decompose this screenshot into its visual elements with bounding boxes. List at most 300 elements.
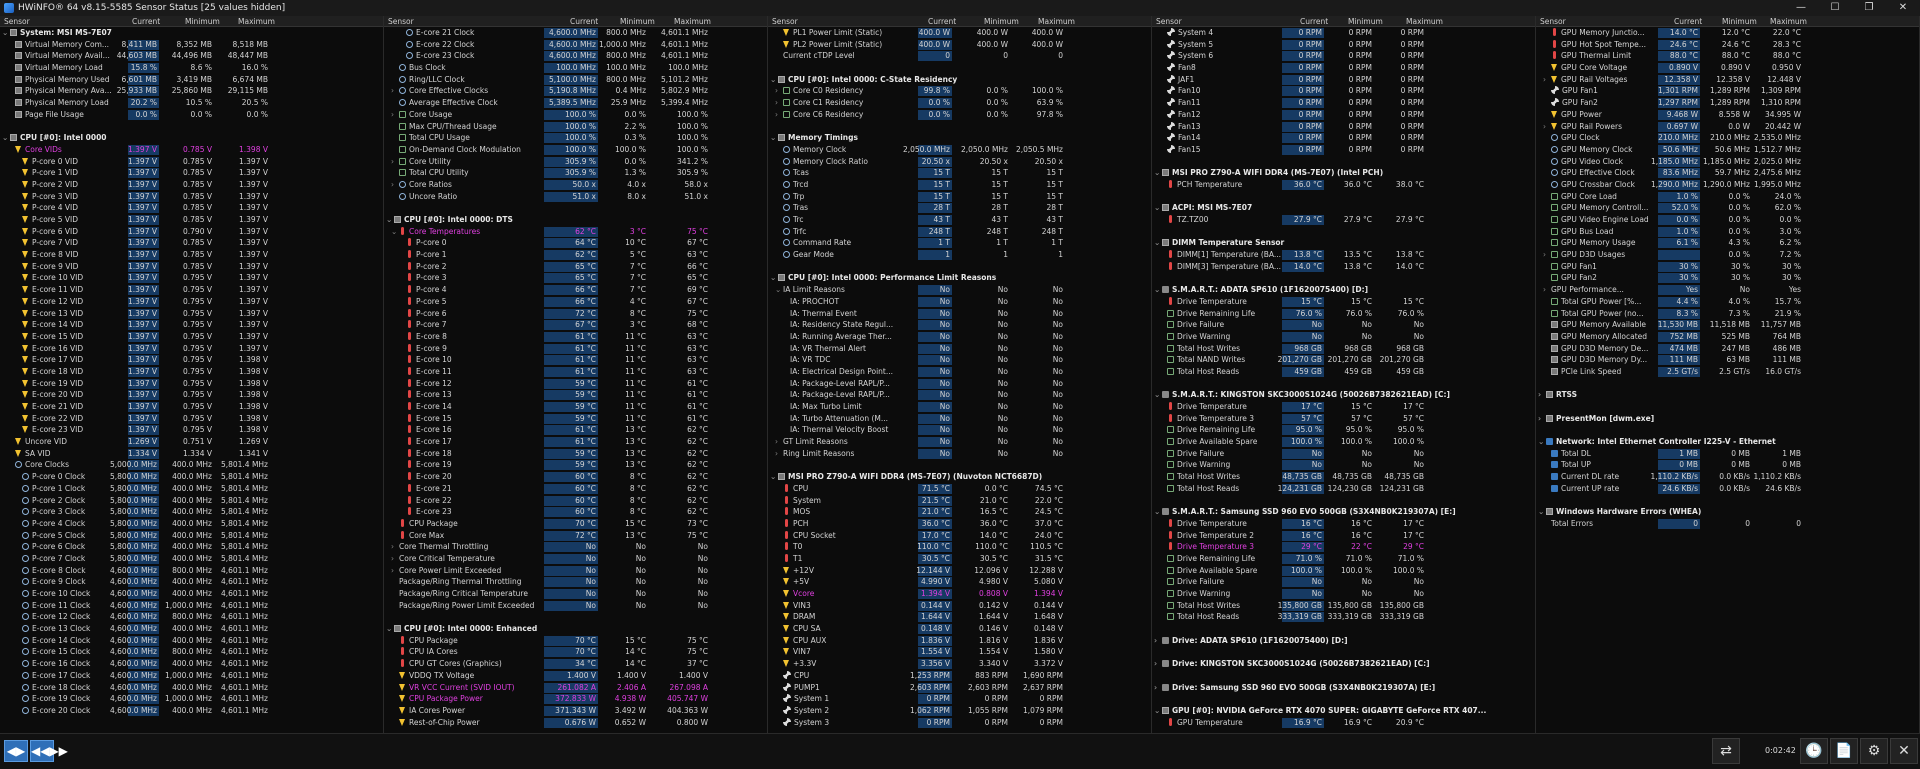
sensor-row[interactable]	[0, 284, 383, 296]
sensor-row[interactable]	[768, 156, 1151, 168]
sensor-row[interactable]	[1536, 261, 1919, 273]
sensor-group-header[interactable]	[384, 214, 767, 226]
chevron-right-icon[interactable]: ›	[391, 156, 394, 166]
sensor-row[interactable]	[0, 424, 383, 436]
sensor-row[interactable]	[768, 576, 1151, 588]
log-file-icon[interactable]: 📄	[1830, 738, 1858, 764]
sensor-row[interactable]	[1536, 226, 1919, 238]
close-button[interactable]: ✕	[1898, 2, 1908, 13]
sensor-row[interactable]	[768, 308, 1151, 320]
sensor-row[interactable]	[1152, 261, 1535, 273]
sensor-row[interactable]	[1152, 576, 1535, 588]
sensor-row[interactable]	[384, 85, 767, 97]
sensor-row[interactable]	[384, 121, 767, 133]
sensor-row[interactable]	[0, 588, 383, 600]
sensor-row[interactable]	[384, 401, 767, 413]
sensor-row[interactable]	[384, 518, 767, 530]
sensor-row[interactable]	[1152, 50, 1535, 62]
header-current[interactable]: Current	[928, 17, 957, 26]
chevron-down-icon[interactable]: ⌄	[1538, 437, 1545, 447]
sensor-row[interactable]	[0, 646, 383, 658]
sensor-row[interactable]	[768, 296, 1151, 308]
sensor-row[interactable]	[1152, 459, 1535, 471]
sensor-row[interactable]	[0, 366, 383, 378]
sensor-row[interactable]	[1536, 272, 1919, 284]
minimize-button[interactable]: —	[1796, 2, 1806, 13]
sensor-row[interactable]	[768, 600, 1151, 612]
sensor-group-header[interactable]	[1152, 635, 1535, 647]
chevron-down-icon[interactable]: ⌄	[770, 133, 777, 143]
sensor-row[interactable]	[384, 705, 767, 717]
header-maximum[interactable]: Maximum	[1038, 17, 1075, 26]
chevron-right-icon[interactable]: ›	[775, 86, 778, 96]
sensor-row[interactable]	[1536, 202, 1919, 214]
sensor-row[interactable]	[1152, 448, 1535, 460]
sensor-row[interactable]	[768, 343, 1151, 355]
sensor-row[interactable]	[768, 378, 1151, 390]
chevron-down-icon[interactable]: ⌄	[386, 624, 393, 634]
sensor-row[interactable]	[0, 214, 383, 226]
sensor-group-header[interactable]	[1536, 389, 1919, 401]
chevron-down-icon[interactable]: ⌄	[386, 215, 393, 224]
sensor-row[interactable]	[0, 202, 383, 214]
sensor-group-header[interactable]	[1152, 167, 1535, 179]
header-sensor[interactable]: Sensor	[1540, 17, 1566, 26]
sensor-panel-3[interactable]	[768, 16, 1152, 733]
sensor-row[interactable]	[0, 389, 383, 401]
chevron-down-icon[interactable]: ⌄	[770, 74, 777, 84]
sensor-row[interactable]	[384, 717, 767, 729]
sensor-row[interactable]	[0, 50, 383, 62]
sensor-row[interactable]	[768, 518, 1151, 530]
sensor-row[interactable]	[384, 366, 767, 378]
settings-gear-icon[interactable]: ⚙	[1860, 738, 1888, 764]
sensor-row[interactable]	[768, 413, 1151, 425]
chevron-right-icon[interactable]: ›	[775, 98, 778, 108]
sensor-row[interactable]	[0, 495, 383, 507]
sensor-row[interactable]	[1152, 565, 1535, 577]
sensor-row[interactable]	[0, 600, 383, 612]
header-current[interactable]: Current	[1674, 17, 1703, 26]
sensor-row[interactable]	[1152, 27, 1535, 39]
chevron-down-icon[interactable]: ⌄	[1154, 203, 1161, 213]
sensor-row[interactable]	[1152, 541, 1535, 553]
sensor-group-header[interactable]	[384, 623, 767, 635]
sensor-row[interactable]	[1152, 319, 1535, 331]
sensor-panel-1[interactable]	[0, 16, 384, 733]
sensor-row[interactable]	[768, 623, 1151, 635]
sensor-row[interactable]	[384, 249, 767, 261]
chevron-right-icon[interactable]: ›	[1543, 74, 1546, 84]
header-minimum[interactable]: Minimum	[1722, 17, 1757, 26]
chevron-down-icon[interactable]: ⌄	[775, 285, 782, 295]
sensor-row[interactable]	[768, 202, 1151, 214]
sensor-row[interactable]	[384, 319, 767, 331]
sensor-row[interactable]	[768, 284, 1151, 296]
sensor-row[interactable]	[0, 354, 383, 366]
sensor-row[interactable]	[1152, 717, 1535, 729]
sensor-row[interactable]	[768, 214, 1151, 226]
sensor-row[interactable]	[384, 272, 767, 284]
sensor-row[interactable]	[768, 226, 1151, 238]
header-maximum[interactable]: Maximum	[238, 17, 275, 26]
sensor-row[interactable]	[0, 62, 383, 74]
sensor-row[interactable]	[768, 50, 1151, 62]
sensor-row[interactable]	[384, 588, 767, 600]
chevron-right-icon[interactable]: ›	[391, 553, 394, 563]
sensor-row[interactable]	[384, 39, 767, 51]
sensor-row[interactable]	[768, 530, 1151, 542]
chevron-down-icon[interactable]: ⌄	[2, 28, 9, 37]
sensor-row[interactable]	[1536, 518, 1919, 530]
chevron-right-icon[interactable]: ›	[391, 86, 394, 96]
sensor-row[interactable]	[1536, 109, 1919, 121]
sensor-row[interactable]	[0, 541, 383, 553]
sensor-row[interactable]	[1152, 354, 1535, 366]
sensor-row[interactable]	[384, 378, 767, 390]
sensor-row[interactable]	[384, 424, 767, 436]
sensor-row[interactable]	[768, 682, 1151, 694]
sensor-row[interactable]	[768, 611, 1151, 623]
sensor-row[interactable]	[0, 471, 383, 483]
chevron-down-icon[interactable]: ⌄	[1154, 705, 1161, 715]
sensor-row[interactable]	[1536, 249, 1919, 261]
sensor-row[interactable]	[384, 50, 767, 62]
sensor-row[interactable]	[0, 576, 383, 588]
sensor-row[interactable]	[0, 331, 383, 343]
sensor-group-header[interactable]	[1152, 202, 1535, 214]
sensor-row[interactable]	[0, 705, 383, 717]
sensor-row[interactable]	[384, 237, 767, 249]
sensor-row[interactable]	[1536, 191, 1919, 203]
sensor-row[interactable]	[768, 144, 1151, 156]
sensor-row[interactable]	[1152, 600, 1535, 612]
restore-button[interactable]: ❐	[1864, 2, 1874, 13]
sensor-group-header[interactable]	[1152, 389, 1535, 401]
sensor-row[interactable]	[768, 553, 1151, 565]
chevron-right-icon[interactable]: ›	[1543, 250, 1546, 260]
sensor-row[interactable]	[768, 389, 1151, 401]
sensor-row[interactable]	[0, 530, 383, 542]
chevron-right-icon[interactable]: ›	[1538, 413, 1542, 423]
header-sensor[interactable]: Sensor	[1156, 17, 1182, 26]
sensor-row[interactable]	[1152, 366, 1535, 378]
sensor-row[interactable]	[384, 646, 767, 658]
sensor-row[interactable]	[384, 576, 767, 588]
sensor-row[interactable]	[768, 448, 1151, 460]
chevron-down-icon[interactable]: ⌄	[1538, 507, 1545, 517]
sensor-group-header[interactable]	[1536, 506, 1919, 518]
sensor-row[interactable]	[1152, 343, 1535, 355]
sensor-row[interactable]	[384, 354, 767, 366]
sensor-row[interactable]	[0, 74, 383, 86]
sensor-row[interactable]	[384, 284, 767, 296]
sensor-row[interactable]	[768, 366, 1151, 378]
sensor-row[interactable]	[384, 682, 767, 694]
sensor-row[interactable]	[384, 167, 767, 179]
header-maximum[interactable]: Maximum	[1770, 17, 1807, 26]
sensor-row[interactable]	[384, 541, 767, 553]
chevron-down-icon[interactable]: ⌄	[770, 472, 777, 482]
sensor-row[interactable]	[1536, 179, 1919, 191]
sensor-row[interactable]	[0, 85, 383, 97]
clock-icon[interactable]: 🕒	[1800, 738, 1828, 764]
sensor-row[interactable]	[0, 308, 383, 320]
sensor-row[interactable]	[0, 39, 383, 51]
sensor-row[interactable]	[1536, 62, 1919, 74]
sensor-row[interactable]	[768, 717, 1151, 729]
chevron-down-icon[interactable]: ⌄	[391, 226, 398, 236]
scroll-left-button[interactable]: ◀▶	[4, 740, 28, 762]
sensor-row[interactable]	[768, 541, 1151, 553]
sensor-row[interactable]	[1152, 471, 1535, 483]
sensor-row[interactable]	[1152, 144, 1535, 156]
sensor-row[interactable]	[384, 261, 767, 273]
chevron-right-icon[interactable]: ›	[391, 109, 394, 119]
sensor-row[interactable]	[0, 109, 383, 121]
header-minimum[interactable]: Minimum	[620, 17, 655, 26]
sensor-group-header[interactable]	[768, 74, 1151, 86]
sensor-row[interactable]	[1152, 132, 1535, 144]
sensor-row[interactable]	[0, 635, 383, 647]
sensor-row[interactable]	[768, 319, 1151, 331]
sensor-row[interactable]	[1152, 436, 1535, 448]
sensor-row[interactable]	[1152, 530, 1535, 542]
chevron-down-icon[interactable]: ⌄	[1154, 390, 1161, 400]
sensor-row[interactable]	[1536, 354, 1919, 366]
sensor-row[interactable]	[768, 237, 1151, 249]
chevron-right-icon[interactable]: ›	[1543, 121, 1546, 131]
sensor-row[interactable]	[1536, 85, 1919, 97]
sensor-row[interactable]	[0, 144, 383, 156]
chevron-down-icon[interactable]: ⌄	[1154, 238, 1161, 248]
sensor-row[interactable]	[384, 27, 767, 39]
sensor-row[interactable]	[0, 670, 383, 682]
sensor-row[interactable]	[1536, 74, 1919, 86]
sensor-row[interactable]	[768, 167, 1151, 179]
sensor-row[interactable]	[384, 97, 767, 109]
sensor-row[interactable]	[0, 343, 383, 355]
sensor-panel-4[interactable]	[1152, 16, 1536, 733]
chevron-right-icon[interactable]: ›	[1154, 635, 1158, 645]
sensor-row[interactable]	[1536, 167, 1919, 179]
sensor-row[interactable]	[0, 296, 383, 308]
sensor-row[interactable]	[768, 658, 1151, 670]
sensor-row[interactable]	[0, 413, 383, 425]
sensor-row[interactable]	[384, 436, 767, 448]
sensor-row[interactable]	[768, 424, 1151, 436]
sensor-row[interactable]	[0, 179, 383, 191]
sensor-row[interactable]	[384, 343, 767, 355]
sensor-row[interactable]	[0, 611, 383, 623]
sensor-row[interactable]	[768, 354, 1151, 366]
sensor-row[interactable]	[384, 448, 767, 460]
sensor-row[interactable]	[0, 693, 383, 705]
sensor-group-header[interactable]	[1152, 682, 1535, 694]
sensor-row[interactable]	[0, 483, 383, 495]
chevron-right-icon[interactable]: ›	[1543, 285, 1546, 295]
sensor-row[interactable]	[1536, 471, 1919, 483]
sensor-row[interactable]	[0, 319, 383, 331]
sensor-row[interactable]	[384, 308, 767, 320]
sensor-group-header[interactable]	[768, 132, 1151, 144]
sensor-row[interactable]	[0, 249, 383, 261]
sensor-row[interactable]	[1536, 284, 1919, 296]
sensor-row[interactable]	[0, 261, 383, 273]
sensor-row[interactable]	[384, 658, 767, 670]
sensor-row[interactable]	[768, 436, 1151, 448]
header-minimum[interactable]: Minimum	[1348, 17, 1383, 26]
sensor-row[interactable]	[1536, 319, 1919, 331]
chevron-right-icon[interactable]: ›	[775, 448, 778, 458]
sensor-row[interactable]	[0, 401, 383, 413]
sensor-row[interactable]	[384, 296, 767, 308]
sensor-row[interactable]	[384, 331, 767, 343]
chevron-right-icon[interactable]: ›	[775, 109, 778, 119]
sensor-row[interactable]	[1536, 132, 1919, 144]
header-current[interactable]: Current	[1300, 17, 1329, 26]
sensor-row[interactable]	[384, 506, 767, 518]
sensor-row[interactable]	[1536, 331, 1919, 343]
chevron-down-icon[interactable]: ⌄	[770, 273, 777, 283]
sensor-row[interactable]	[1152, 413, 1535, 425]
sensor-row[interactable]	[0, 459, 383, 471]
sensor-row[interactable]	[384, 530, 767, 542]
sensor-row[interactable]	[0, 436, 383, 448]
sensor-row[interactable]	[1152, 401, 1535, 413]
sensor-row[interactable]	[1152, 331, 1535, 343]
sensor-row[interactable]	[0, 191, 383, 203]
sensor-row[interactable]	[1536, 448, 1919, 460]
sensor-row[interactable]	[1152, 483, 1535, 495]
sensor-row[interactable]	[0, 506, 383, 518]
sensor-group-header[interactable]	[1152, 237, 1535, 249]
sensor-row[interactable]	[384, 191, 767, 203]
sensor-group-header[interactable]	[1536, 436, 1919, 448]
sensor-row[interactable]	[384, 132, 767, 144]
sensor-row[interactable]	[768, 401, 1151, 413]
sensor-row[interactable]	[1536, 156, 1919, 168]
sensor-row[interactable]	[0, 623, 383, 635]
sensor-group-header[interactable]	[0, 132, 383, 144]
sensor-row[interactable]	[768, 191, 1151, 203]
sensor-row[interactable]	[1152, 424, 1535, 436]
sensor-row[interactable]	[768, 705, 1151, 717]
sensor-row[interactable]	[1152, 214, 1535, 226]
sensor-row[interactable]	[384, 74, 767, 86]
sensor-row[interactable]	[1536, 27, 1919, 39]
sensor-row[interactable]	[1536, 50, 1919, 62]
sensor-row[interactable]	[768, 249, 1151, 261]
sensor-row[interactable]	[384, 495, 767, 507]
sensor-row[interactable]	[1152, 39, 1535, 51]
sensor-row[interactable]	[1152, 109, 1535, 121]
sensor-row[interactable]	[1152, 249, 1535, 261]
sensor-row[interactable]	[1536, 214, 1919, 226]
chevron-right-icon[interactable]: ›	[1154, 659, 1158, 669]
sensor-row[interactable]	[768, 506, 1151, 518]
sensor-row[interactable]	[384, 389, 767, 401]
chevron-right-icon[interactable]: ›	[391, 565, 394, 575]
sensor-row[interactable]	[384, 156, 767, 168]
sensor-row[interactable]	[768, 565, 1151, 577]
sensor-row[interactable]	[0, 167, 383, 179]
sensor-row[interactable]	[384, 670, 767, 682]
header-minimum[interactable]: Minimum	[185, 17, 220, 26]
sensor-row[interactable]	[1152, 308, 1535, 320]
sensor-row[interactable]	[384, 459, 767, 471]
sensor-row[interactable]	[1152, 74, 1535, 86]
sensor-row[interactable]	[1152, 518, 1535, 530]
sensor-row[interactable]	[768, 495, 1151, 507]
chevron-right-icon[interactable]: ›	[1154, 682, 1158, 692]
chevron-down-icon[interactable]: ⌄	[2, 133, 9, 143]
sensor-row[interactable]	[768, 179, 1151, 191]
sensor-row[interactable]	[1536, 97, 1919, 109]
sensor-row[interactable]	[0, 553, 383, 565]
maximize-button[interactable]: ☐	[1830, 2, 1840, 13]
sensor-group-header[interactable]	[1536, 413, 1919, 425]
sensor-row[interactable]	[768, 588, 1151, 600]
sensor-row[interactable]	[1536, 296, 1919, 308]
sensor-panel-2[interactable]	[384, 16, 768, 733]
sensor-row[interactable]	[768, 85, 1151, 97]
sensor-row[interactable]	[768, 109, 1151, 121]
sensor-row[interactable]	[384, 226, 767, 238]
sensor-group-header[interactable]	[1152, 658, 1535, 670]
sensor-row[interactable]	[1536, 144, 1919, 156]
header-current[interactable]: Current	[132, 17, 161, 26]
sensor-row[interactable]	[384, 144, 767, 156]
sensor-row[interactable]	[384, 600, 767, 612]
sensor-row[interactable]	[0, 518, 383, 530]
header-sensor[interactable]: Sensor	[388, 17, 414, 26]
sensor-row[interactable]	[768, 670, 1151, 682]
sensor-row[interactable]	[384, 635, 767, 647]
sensor-row[interactable]	[0, 378, 383, 390]
chevron-down-icon[interactable]: ⌄	[1154, 168, 1161, 178]
sensor-group-header[interactable]	[1152, 284, 1535, 296]
header-sensor[interactable]: Sensor	[772, 17, 798, 26]
sensor-row[interactable]	[768, 27, 1151, 39]
close-x-icon[interactable]: ✕	[1890, 738, 1918, 764]
sensor-row[interactable]	[0, 682, 383, 694]
sensor-panel-5[interactable]	[1536, 16, 1920, 733]
sensor-row[interactable]	[0, 272, 383, 284]
sensor-row[interactable]	[1536, 483, 1919, 495]
sensor-row[interactable]	[384, 693, 767, 705]
sensor-row[interactable]	[1536, 308, 1919, 320]
sensor-row[interactable]	[1152, 121, 1535, 133]
sensor-row[interactable]	[0, 156, 383, 168]
sensor-row[interactable]	[768, 646, 1151, 658]
header-current[interactable]: Current	[570, 17, 599, 26]
sensor-row[interactable]	[1536, 343, 1919, 355]
sensor-row[interactable]	[768, 483, 1151, 495]
chevron-down-icon[interactable]: ⌄	[1154, 285, 1161, 295]
sensor-row[interactable]	[1152, 179, 1535, 191]
sensor-row[interactable]	[768, 97, 1151, 109]
sensor-row[interactable]	[1152, 588, 1535, 600]
sensor-row[interactable]	[0, 658, 383, 670]
sensor-row[interactable]	[0, 237, 383, 249]
sensor-row[interactable]	[768, 39, 1151, 51]
sensor-row[interactable]	[384, 62, 767, 74]
sensor-row[interactable]	[768, 635, 1151, 647]
sensor-row[interactable]	[0, 226, 383, 238]
sensor-row[interactable]	[1152, 85, 1535, 97]
sensor-row[interactable]	[768, 331, 1151, 343]
